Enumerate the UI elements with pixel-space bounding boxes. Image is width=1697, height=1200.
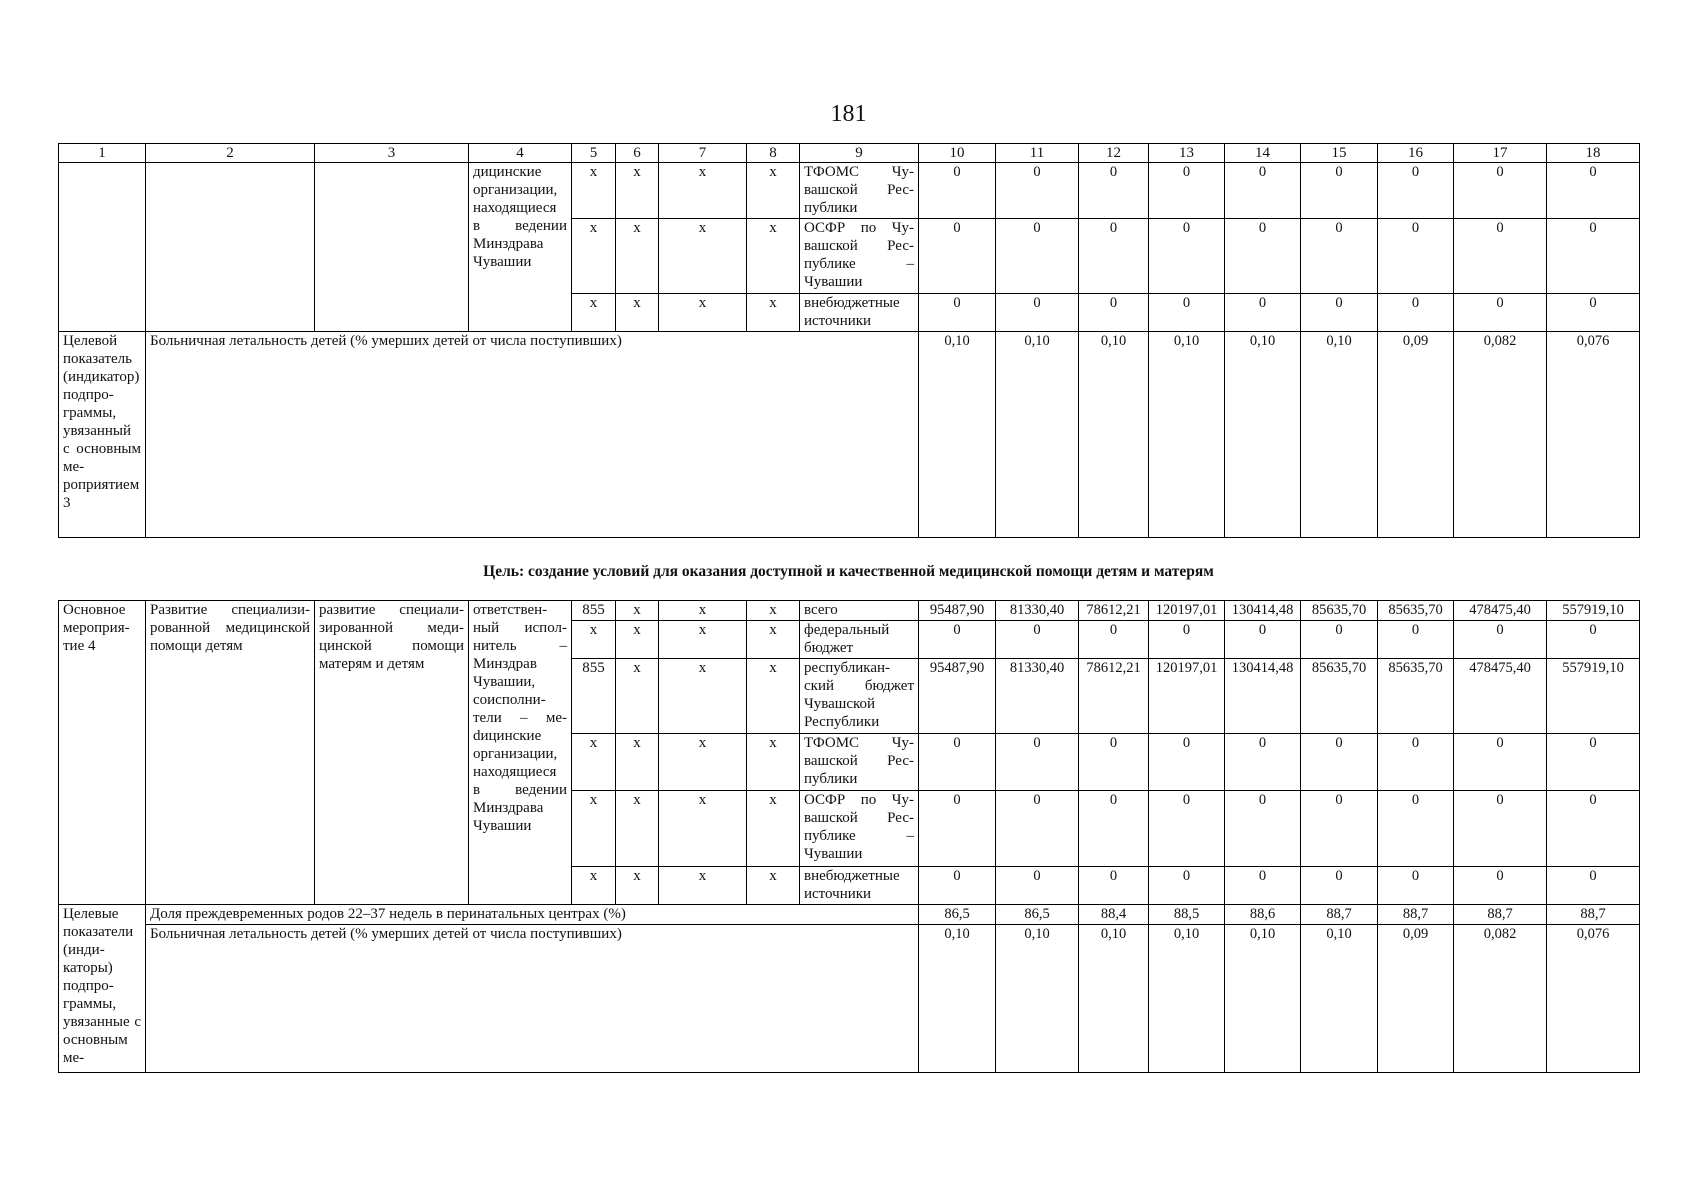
column-number-row (59, 144, 1640, 163)
cell-value: 0 (1547, 294, 1640, 332)
cell-value: 0 (1149, 791, 1225, 867)
cell-value: 0,10 (1149, 332, 1225, 538)
cell-value: 88,7 (1454, 905, 1547, 925)
indicators-label: Целевые показатели (индикаторы) подпрограммы, увязанные с основным ме- (59, 905, 146, 1073)
cell-value: 0,09 (1378, 332, 1454, 538)
cell-value: 0 (1225, 791, 1301, 867)
cell-value: 0 (1378, 867, 1454, 905)
cell-value: 0 (1079, 867, 1149, 905)
cell-value: 0,10 (919, 925, 996, 1073)
cell-value: 0 (1547, 791, 1640, 867)
cell-code: x (747, 867, 800, 905)
measure-name: Развитие специализированной медицинской помощи детям (146, 601, 315, 905)
cell-value: 0 (1149, 867, 1225, 905)
cell-code: x (659, 734, 747, 791)
cell-value: 0 (1454, 867, 1547, 905)
indicator-name: Больничная летальность детей (% умерших детей от числа поступивших) (146, 925, 919, 1073)
cell-value: 0 (919, 867, 996, 905)
executor-cell: ответственный исполнитель – Минздрав Чувашии, соисполнители – меdицинские организации, находящиеся в ведении Минздрава Чувашии (469, 601, 572, 905)
col-num: 17 (1454, 144, 1547, 163)
cell-value: 88,7 (1301, 905, 1378, 925)
cell-code: x (572, 867, 616, 905)
col-num: 14 (1225, 144, 1301, 163)
budget-table-goal (58, 600, 1640, 1073)
cell-code: x (659, 867, 747, 905)
funding-source: всего (800, 601, 919, 621)
cell-code: x (659, 601, 747, 621)
cell-value: 0 (1149, 163, 1225, 219)
cell-value: 0 (919, 791, 996, 867)
cell-value: 0 (996, 294, 1079, 332)
cell-value: 88,7 (1378, 905, 1454, 925)
col-num: 9 (800, 144, 919, 163)
cell-code: x (616, 659, 659, 734)
cell-value: 0 (1547, 219, 1640, 294)
cell-value: 81330,40 (996, 659, 1079, 734)
cell-value: 130414,48 (1225, 601, 1301, 621)
cell-value: 0 (1225, 219, 1301, 294)
funding-source: республиканский бюджет Чувашской Республики (800, 659, 919, 734)
cell-value: 0 (1301, 734, 1378, 791)
col-num: 4 (469, 144, 572, 163)
cell-code: x (659, 219, 747, 294)
indicator-row (59, 905, 1640, 925)
cell-value: 0,10 (1079, 925, 1149, 1073)
cell-value: 86,5 (996, 905, 1079, 925)
cell-value: 0 (919, 734, 996, 791)
cell-value: 0,076 (1547, 925, 1640, 1073)
empty-cell (146, 163, 315, 332)
cell-value: 0 (1378, 294, 1454, 332)
cell-code: 855 (572, 659, 616, 734)
cell-code: x (747, 219, 800, 294)
col-num: 16 (1378, 144, 1454, 163)
funding-source: ОСФР по Чувашской Республике – Чувашии (800, 219, 919, 294)
col-num: 10 (919, 144, 996, 163)
cell-value: 557919,10 (1547, 659, 1640, 734)
cell-value: 0 (1225, 621, 1301, 659)
cell-value: 85635,70 (1301, 601, 1378, 621)
cell-value: 120197,01 (1149, 659, 1225, 734)
cell-value: 88,6 (1225, 905, 1301, 925)
cell-value: 0 (1547, 734, 1640, 791)
cell-value: 0 (1301, 621, 1378, 659)
cell-value: 0 (1149, 734, 1225, 791)
cell-value: 0 (1547, 867, 1640, 905)
cell-value: 0 (1454, 163, 1547, 219)
cell-value: 0 (1225, 734, 1301, 791)
cell-code: 855 (572, 601, 616, 621)
page-number: 181 (830, 101, 867, 127)
col-num: 1 (59, 144, 146, 163)
cell-value: 0 (1149, 219, 1225, 294)
executor-cell: дицинские организации, находящиеся в ведении Минздрава Чувашии (469, 163, 572, 332)
col-num: 5 (572, 144, 616, 163)
col-num: 18 (1547, 144, 1640, 163)
cell-value: 0 (1454, 734, 1547, 791)
col-num: 13 (1149, 144, 1225, 163)
indicator-label: Целевой показатель (индикатор) подпрограммы, увязанный с основным мероприятием 3 (59, 332, 146, 538)
funding-source: ТФОМС Чувашской Республики (800, 163, 919, 219)
cell-value: 0 (996, 791, 1079, 867)
budget-table-continued (58, 143, 1640, 538)
empty-cell (315, 163, 469, 332)
indicator-row (59, 925, 1640, 1073)
cell-value: 95487,90 (919, 659, 996, 734)
cell-code: x (616, 219, 659, 294)
cell-value: 120197,01 (1149, 601, 1225, 621)
cell-value: 0 (1454, 219, 1547, 294)
cell-value: 478475,40 (1454, 659, 1547, 734)
col-num: 12 (1079, 144, 1149, 163)
cell-value: 0 (1225, 867, 1301, 905)
cell-value: 0 (1301, 163, 1378, 219)
cell-code: x (572, 294, 616, 332)
indicator-name: Больничная летальность детей (% умерших детей от числа поступивших) (146, 332, 919, 538)
cell-value: 85635,70 (1301, 659, 1378, 734)
cell-value: 0 (919, 163, 996, 219)
cell-value: 0,10 (1225, 925, 1301, 1073)
cell-value: 0 (919, 621, 996, 659)
cell-value: 0 (1378, 734, 1454, 791)
cell-value: 0,10 (1225, 332, 1301, 538)
cell-value: 85635,70 (1378, 659, 1454, 734)
cell-code: x (659, 791, 747, 867)
cell-code: x (747, 294, 800, 332)
cell-code: x (572, 791, 616, 867)
cell-value: 0,10 (1301, 332, 1378, 538)
cell-value: 0 (1378, 621, 1454, 659)
cell-value: 0 (1079, 294, 1149, 332)
cell-code: x (616, 163, 659, 219)
cell-value: 0,10 (1079, 332, 1149, 538)
col-num: 8 (747, 144, 800, 163)
col-num: 11 (996, 144, 1079, 163)
cell-code: x (616, 734, 659, 791)
cell-code: x (616, 621, 659, 659)
funding-source: федеральный бюджет (800, 621, 919, 659)
cell-value: 557919,10 (1547, 601, 1640, 621)
cell-value: 0 (1079, 734, 1149, 791)
cell-value: 81330,40 (996, 601, 1079, 621)
cell-value: 0,10 (1149, 925, 1225, 1073)
cell-value: 88,5 (1149, 905, 1225, 925)
measure-description: развитие специализированной медицинской помощи матерям и детям (315, 601, 469, 905)
cell-value: 0,10 (996, 925, 1079, 1073)
cell-code: x (659, 294, 747, 332)
col-num: 6 (616, 144, 659, 163)
cell-value: 0 (996, 163, 1079, 219)
cell-value: 0 (1225, 163, 1301, 219)
cell-value: 95487,90 (919, 601, 996, 621)
cell-value: 478475,40 (1454, 601, 1547, 621)
cell-value: 0 (996, 734, 1079, 791)
indicator-row (59, 332, 1640, 538)
cell-value: 0,082 (1454, 332, 1547, 538)
funding-source: внебюджетные источники (800, 294, 919, 332)
cell-value: 0 (1454, 791, 1547, 867)
col-num: 7 (659, 144, 747, 163)
cell-value: 0 (996, 621, 1079, 659)
cell-value: 88,7 (1547, 905, 1640, 925)
cell-value: 0 (1547, 163, 1640, 219)
cell-code: x (747, 791, 800, 867)
empty-cell (59, 163, 146, 332)
cell-code: x (747, 601, 800, 621)
cell-code: x (616, 294, 659, 332)
measure-label: Основное мероприятие 4 (59, 601, 146, 905)
cell-value: 0 (1079, 791, 1149, 867)
cell-value: 0 (1225, 294, 1301, 332)
cell-code: x (659, 163, 747, 219)
cell-code: x (616, 867, 659, 905)
cell-value: 0,10 (996, 332, 1079, 538)
cell-code: x (572, 621, 616, 659)
cell-value: 0 (1301, 791, 1378, 867)
cell-value: 0,10 (1301, 925, 1378, 1073)
cell-value: 0 (1378, 163, 1454, 219)
cell-value: 130414,48 (1225, 659, 1301, 734)
cell-value: 0 (1149, 294, 1225, 332)
cell-value: 78612,21 (1079, 659, 1149, 734)
goal-heading: Цель: создание условий для оказания доступной и качественной медицинской помощи детям и матерям (483, 563, 1214, 580)
cell-code: x (572, 163, 616, 219)
cell-value: 0 (919, 219, 996, 294)
cell-value: 0 (1547, 621, 1640, 659)
cell-code: x (747, 163, 800, 219)
cell-code: x (659, 659, 747, 734)
funding-source: внебюджетные источники (800, 867, 919, 905)
cell-code: x (659, 621, 747, 659)
cell-value: 88,4 (1079, 905, 1149, 925)
cell-value: 0,09 (1378, 925, 1454, 1073)
table-row (59, 601, 1640, 621)
cell-value: 0 (1378, 791, 1454, 867)
cell-value: 85635,70 (1378, 601, 1454, 621)
col-num: 15 (1301, 144, 1378, 163)
cell-value: 0 (1149, 621, 1225, 659)
cell-value: 0 (1079, 621, 1149, 659)
funding-source: ОСФР по Чувашской Республике – Чувашии (800, 791, 919, 867)
cell-value: 0 (1301, 294, 1378, 332)
cell-value: 0 (1301, 219, 1378, 294)
cell-value: 0,10 (919, 332, 996, 538)
cell-value: 0 (996, 219, 1079, 294)
cell-value: 0 (1079, 219, 1149, 294)
col-num: 3 (315, 144, 469, 163)
cell-code: x (616, 791, 659, 867)
cell-code: x (616, 601, 659, 621)
cell-value: 78612,21 (1079, 601, 1149, 621)
cell-value: 0 (1454, 621, 1547, 659)
cell-value: 0 (1378, 219, 1454, 294)
cell-code: x (572, 219, 616, 294)
cell-code: x (572, 734, 616, 791)
cell-value: 0,076 (1547, 332, 1640, 538)
cell-code: x (747, 734, 800, 791)
cell-code: x (747, 659, 800, 734)
cell-value: 0,082 (1454, 925, 1547, 1073)
cell-value: 0 (1454, 294, 1547, 332)
cell-value: 0 (919, 294, 996, 332)
cell-code: x (747, 621, 800, 659)
cell-value: 0 (1301, 867, 1378, 905)
cell-value: 0 (996, 867, 1079, 905)
col-num: 2 (146, 144, 315, 163)
table-row (59, 163, 1640, 219)
cell-value: 0 (1079, 163, 1149, 219)
funding-source: ТФОМС Чувашской Республики (800, 734, 919, 791)
cell-value: 86,5 (919, 905, 996, 925)
indicator-name: Доля преждевременных родов 22–37 недель в перинатальных центрах (%) (146, 905, 919, 925)
